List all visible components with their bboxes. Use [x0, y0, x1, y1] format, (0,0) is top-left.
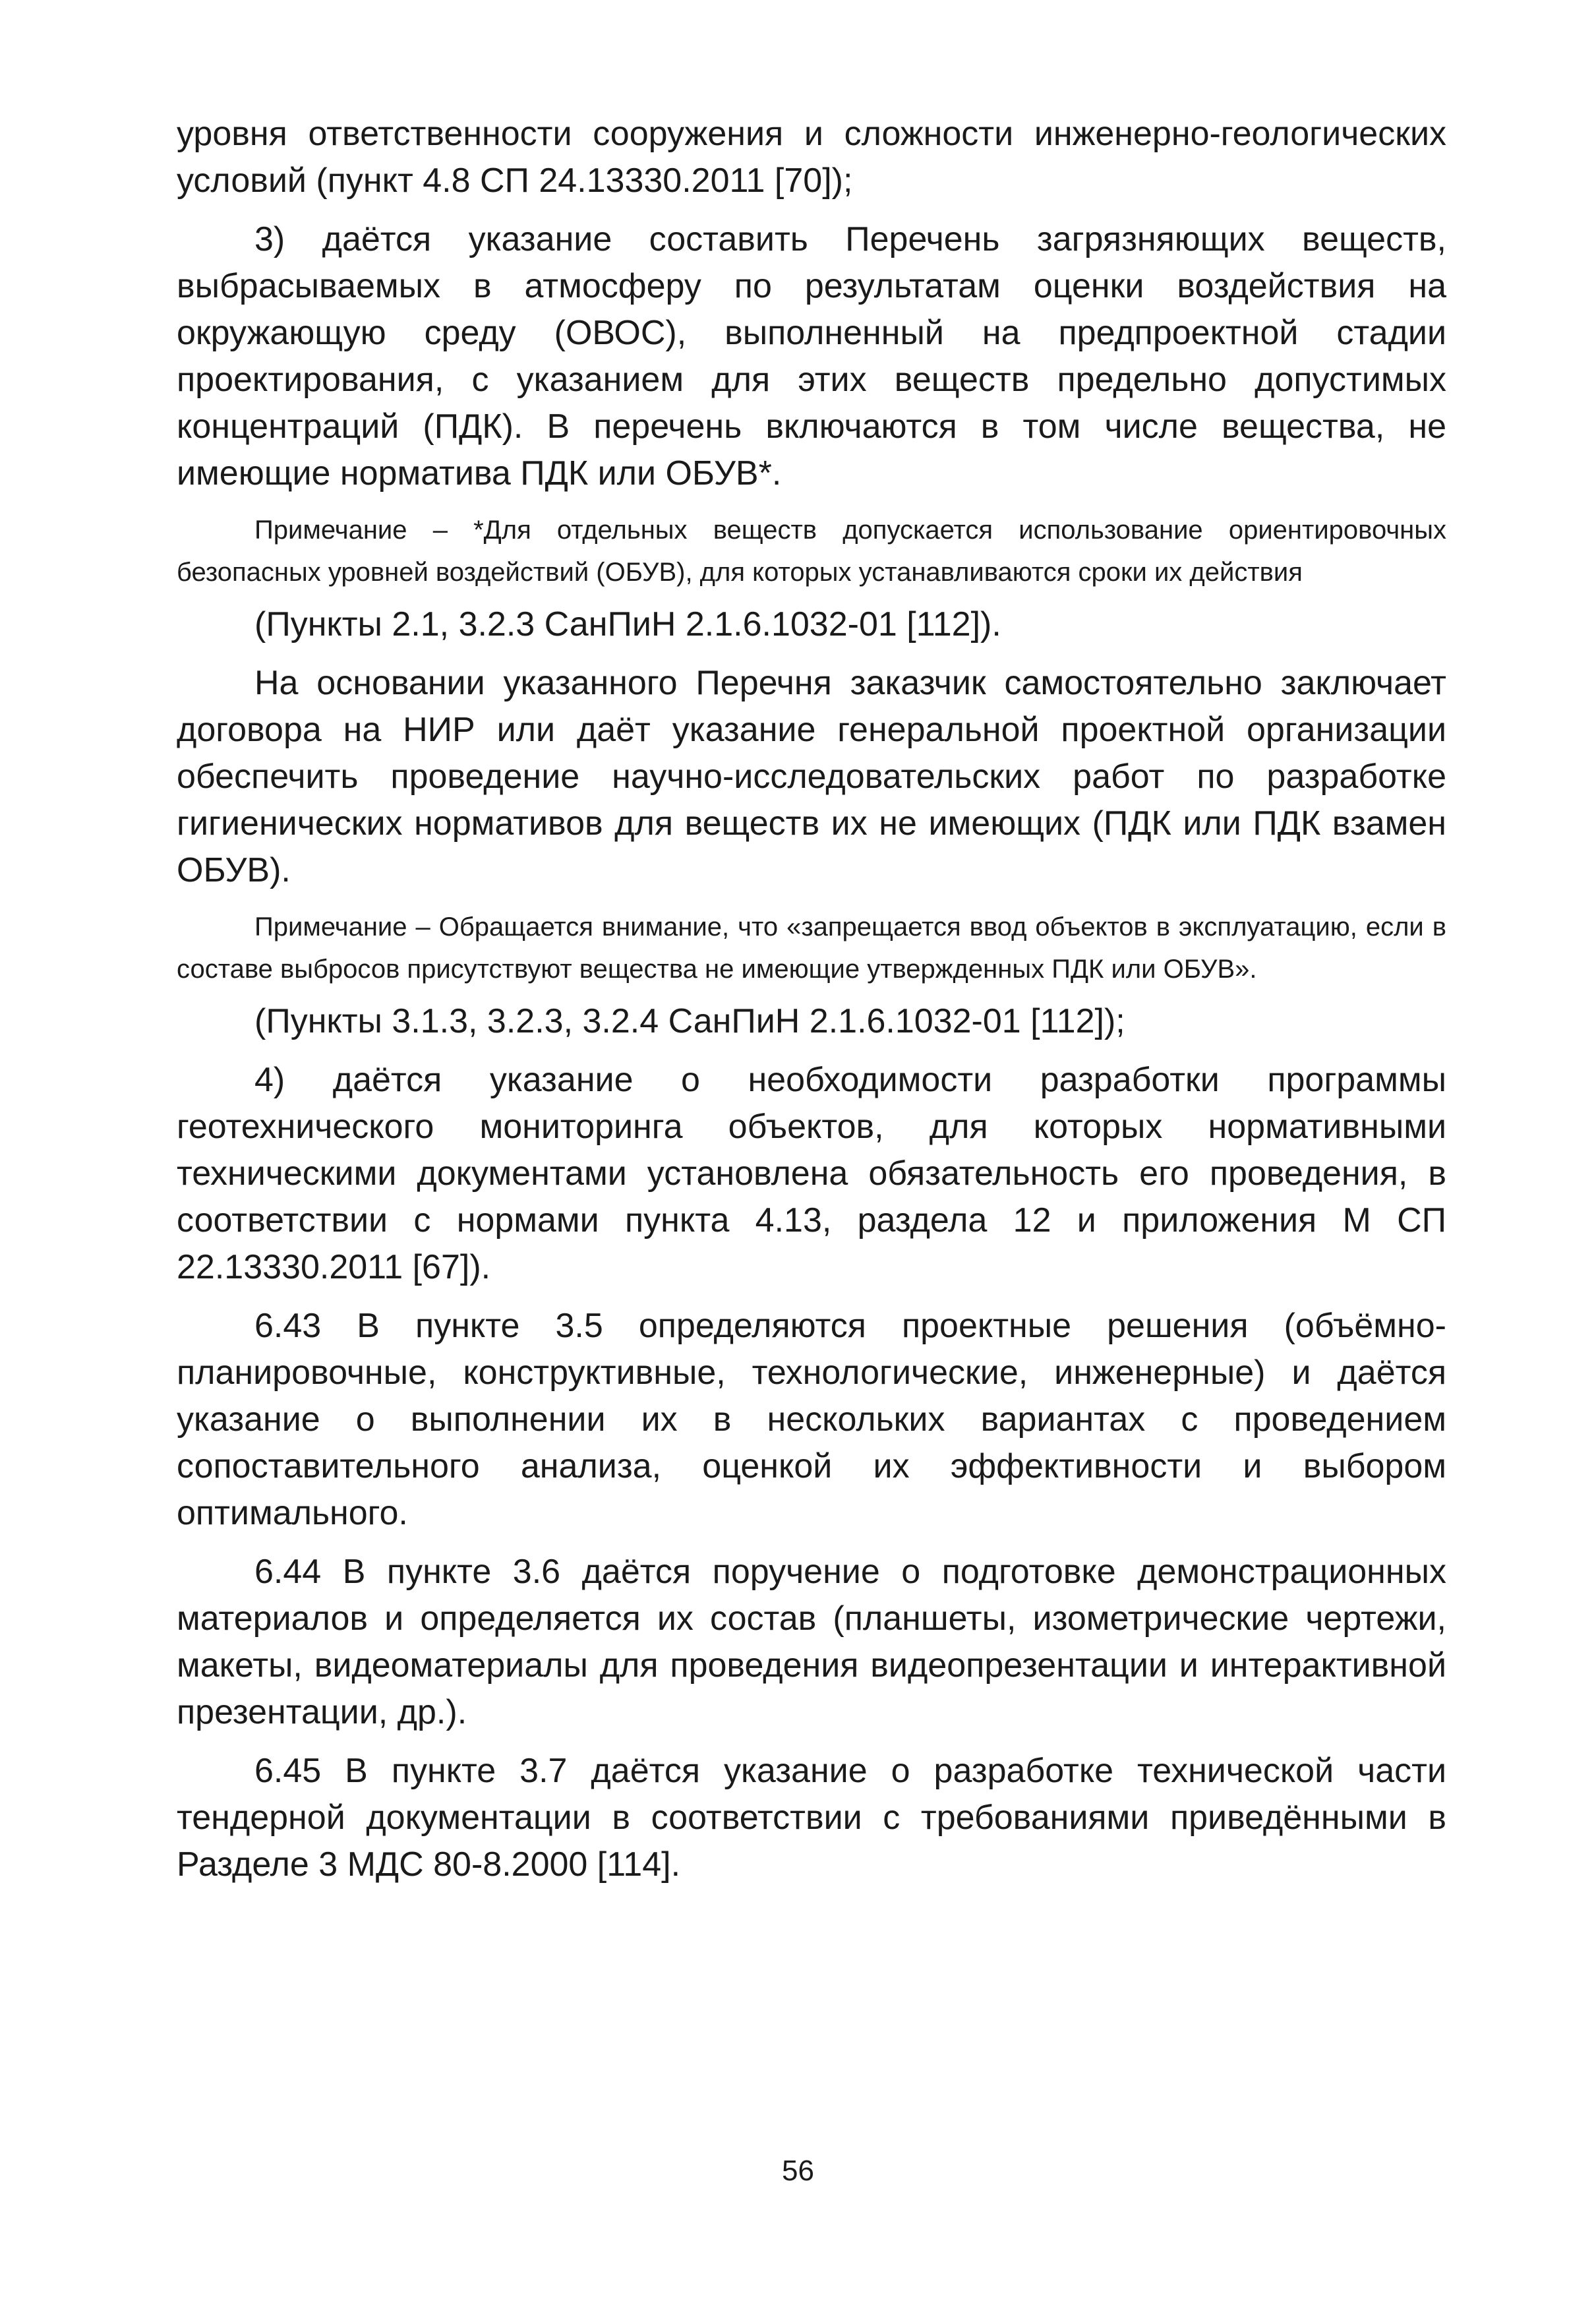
paragraph-customer-contracts: На основании указанного Перечня заказчик самостоятельно заключает договора на НИР или даёт указание генеральной проектной организации обеспечить проведение научно-исследовательских работ по разработке гигиенических нормативов для веществ их не имеющих (ПДК или ПДК взамен ОБУВ). [177, 664, 1446, 889]
document-page [177, 111, 1446, 1900]
paragraph-continuation: уровня ответственности сооружения и сложности инженерно-геологических условий (пункт 4.8 СП 24.13330.2011 [70]); [177, 115, 1446, 200]
paragraph-item-3: 3) даётся указание составить Перечень загрязняющих веществ, выбрасываемых в атмосферу по результатам оценки воздействия на окружающую среду (ОВОС), выполненный на предпроектной стадии проектирования, с указанием для этих веществ предельно допустимых концентраций (ПДК). В перечень включаются в том числе вещества, не имеющие норматива ПДК или ОБУВ*. [177, 220, 1446, 492]
note-prohibition: Примечание – Обращается внимание, что «запрещается ввод объектов в эксплуатацию, если в составе выбросов присутствуют вещества не имеющие утвержденных ПДК или ОБУВ». [177, 912, 1446, 984]
reference-sanpin-1: (Пункты 2.1, 3.2.3 СанПиН 2.1.6.1032-01 [112]). [254, 605, 1001, 643]
reference-sanpin-2: (Пункты 3.1.3, 3.2.3, 3.2.4 СанПиН 2.1.6.1032-01 [112]); [254, 1002, 1125, 1040]
paragraph-6-43: 6.43 В пункте 3.5 определяются проектные решения (объёмно-планировочные, конструктивные, технологические, инженерные) и даётся указание о выполнении их в нескольких вариантах с проведением сопоставительного анализа, оценкой их эффективности и выбором оптимального. [177, 1307, 1446, 1532]
paragraph-6-45: 6.45 В пункте 3.7 даётся указание о разработке технической части тендерной документации в соответствии с требованиями приведёнными в Разделе 3 МДС 80-8.2000 [114]. [177, 1752, 1446, 1884]
page-number: 56 [782, 2155, 814, 2187]
paragraph-6-44: 6.44 В пункте 3.6 даётся поручение о подготовке демонстрационных материалов и определяется их состав (планшеты, изометрические чертежи, макеты, видеоматериалы для проведения видеопрезентации и интерактивной презентации, др.). [177, 1553, 1446, 1731]
note-obuv: Примечание – *Для отдельных веществ допускается использование ориентировочных безопасных уровней воздействий (ОБУВ), для которых устанавливаются сроки их действия [177, 516, 1446, 587]
paragraph-item-4: 4) даётся указание о необходимости разработки программы геотехнического мониторинга объектов, для которых нормативными техническими документами установлена обязательность его проведения, в соответствии с нормами пункта 4.13, раздела 12 и приложения М СП 22.13330.2011 [67]). [177, 1061, 1446, 1286]
